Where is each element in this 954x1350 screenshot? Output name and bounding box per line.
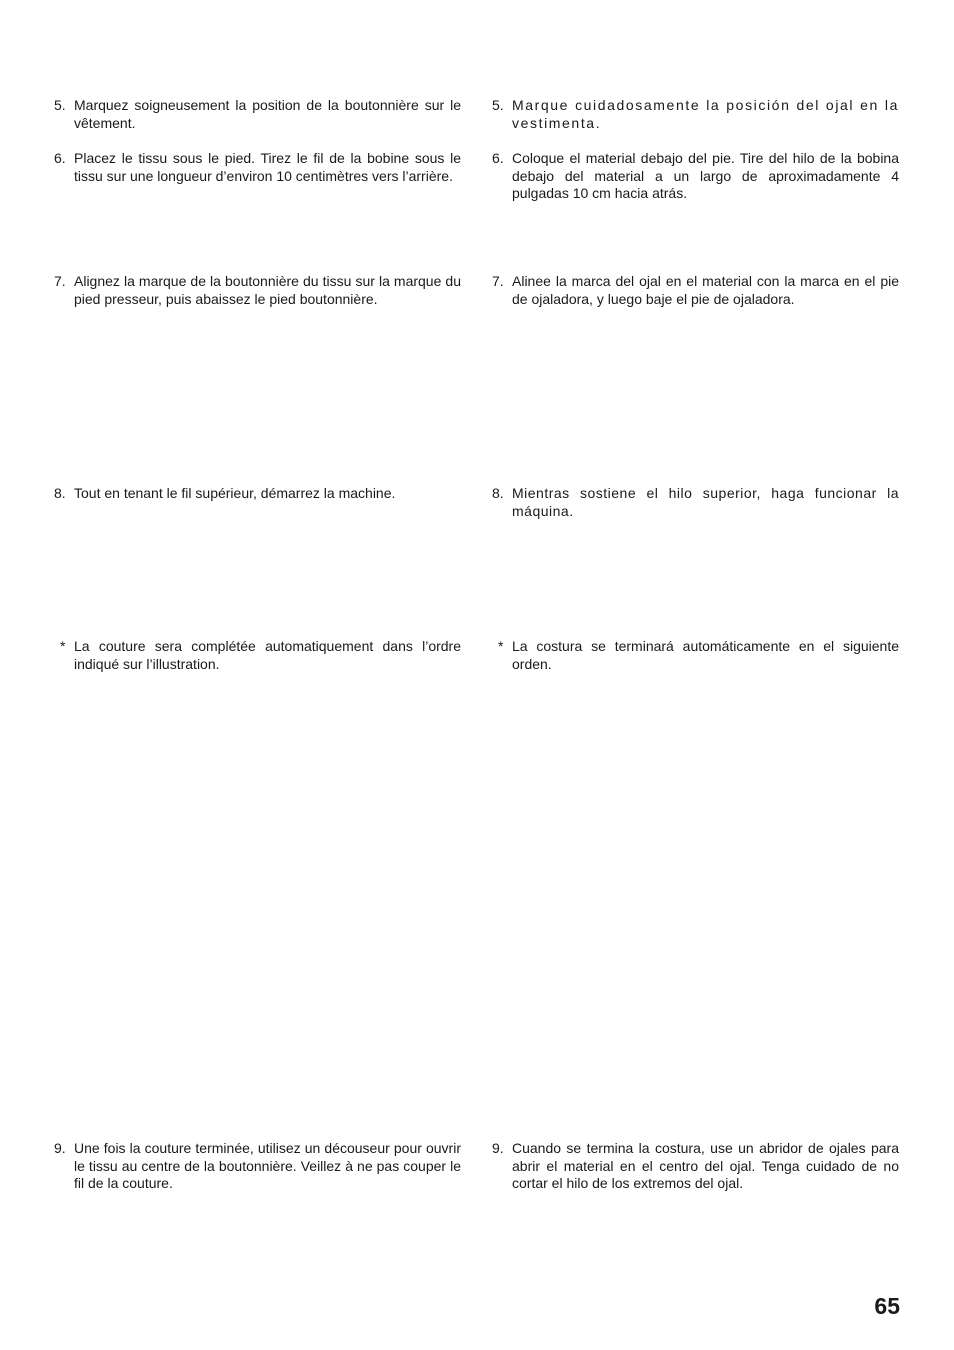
es-step-5 xyxy=(492,97,899,132)
step-text: Une fois la couture terminée, utilisez un découseur pour ouvrir le tissu au centre de la boutonnière. Veillez à ne pas couper le fil de la couture. xyxy=(74,1140,461,1191)
step-text: Alinee la marca del ojal en el material con la marca en el pie de ojaladora, y luego baje el pie de ojaladora. xyxy=(512,273,899,307)
step-text: Marque cuidadosamente la posición del ojal en la vestimenta. xyxy=(512,97,899,131)
step-text: Cuando se termina la costura, use un abridor de ojales para abrir el material en el centro del ojal. Tenga cuidado de no cortar el hilo de los extremos del ojal. xyxy=(512,1140,899,1191)
es-step-8 xyxy=(492,485,899,520)
note-marker: * xyxy=(498,638,504,654)
es-note xyxy=(492,638,899,673)
fr-step-8 xyxy=(54,485,461,503)
step-number: 9. xyxy=(54,1140,66,1156)
step-number: 6. xyxy=(492,150,504,166)
step-text: Marquez soigneusement la position de la boutonnière sur le vêtement. xyxy=(74,97,461,131)
note-text: La couture sera complétée automatiquement dans l’ordre indiqué sur l’illustration. xyxy=(74,638,461,672)
fr-step-9 xyxy=(54,1140,461,1193)
step-number: 8. xyxy=(54,485,66,501)
step-text: Tout en tenant le fil supérieur, démarrez la machine. xyxy=(74,485,396,501)
step-text: Mientras sostiene el hilo superior, haga funcionar la máquina. xyxy=(512,485,899,519)
note-marker: * xyxy=(60,638,66,654)
step-number: 5. xyxy=(54,97,66,113)
es-step-9 xyxy=(492,1140,899,1193)
fr-step-7 xyxy=(54,273,461,308)
step-number: 6. xyxy=(54,150,66,166)
step-number: 8. xyxy=(492,485,504,501)
step-number: 5. xyxy=(492,97,504,113)
note-text: La costura se terminará automáticamente en el siguiente orden. xyxy=(512,638,899,672)
step-number: 9. xyxy=(492,1140,504,1156)
es-step-7 xyxy=(492,273,899,308)
fr-note xyxy=(54,638,461,673)
fr-step-6 xyxy=(54,150,461,185)
page-number: 65 xyxy=(874,1293,900,1319)
step-number: 7. xyxy=(492,273,504,289)
step-number: 7. xyxy=(54,273,66,289)
step-text: Alignez la marque de la boutonnière du tissu sur la marque du pied presseur, puis abaissez le pied boutonnière. xyxy=(74,273,461,307)
step-text: Coloque el material debajo del pie. Tire del hilo de la bobina debajo del material a un largo de aproximadamente 4 pulgadas 10 cm hacia atrás. xyxy=(512,150,899,201)
step-text: Placez le tissu sous le pied. Tirez le fil de la bobine sous le tissu sur une longueur d’environ 10 centimètres vers l’arrière. xyxy=(74,150,461,184)
es-step-6 xyxy=(492,150,899,203)
fr-step-5 xyxy=(54,97,461,132)
